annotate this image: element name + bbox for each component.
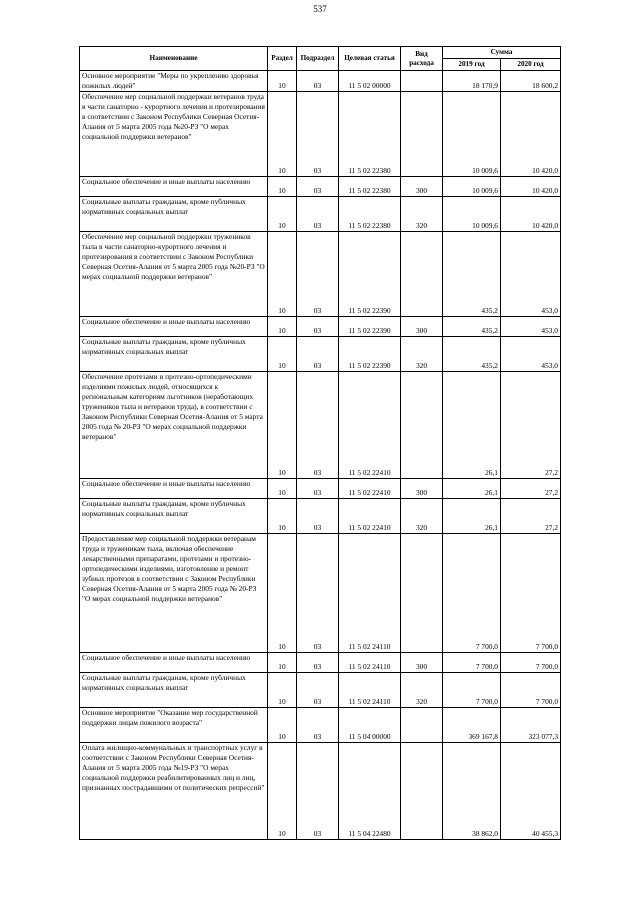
row-subsection: 03	[297, 708, 339, 743]
row-subsection: 03	[297, 232, 339, 317]
row-section: 10	[268, 534, 297, 653]
row-sum-2020: 27,2	[501, 372, 561, 479]
row-sum-2019: 10 009,6	[443, 177, 501, 197]
row-subsection: 03	[297, 337, 339, 372]
table-row	[80, 177, 561, 197]
row-target-item: 11 5 02 22380	[339, 197, 401, 232]
header-subsection: Подраздел	[297, 47, 339, 71]
row-sum-2020: 323 077,3	[501, 708, 561, 743]
row-subsection: 03	[297, 372, 339, 479]
row-target-item: 11 5 02 22410	[339, 479, 401, 499]
row-expense-type	[401, 708, 443, 743]
row-expense-type	[401, 92, 443, 177]
row-subsection: 03	[297, 534, 339, 653]
row-name: Обеспечение протезами и протезно-ортопедическими изделиями пожилых людей, относящихся к региональным категориям льготников (неработающих тружеников тыла и ветеранов труда), в соответствии с Законом Республики Северная Осетия-Алания от 5 марта 2005 года № 20-РЗ "О мерах социальной поддержки ветеранов"	[80, 372, 268, 479]
row-name: Основное мероприятие "Меры по укреплению здоровья пожилых людей"	[80, 71, 268, 92]
row-expense-type: 320	[401, 197, 443, 232]
row-name: Социальное обеспечение и иные выплаты населению	[80, 479, 268, 499]
table-row	[80, 534, 561, 653]
row-target-item: 11 5 02 22380	[339, 92, 401, 177]
row-section: 10	[268, 673, 297, 708]
row-sum-2020: 453,0	[501, 232, 561, 317]
row-sum-2020: 27,2	[501, 479, 561, 499]
row-expense-type: 300	[401, 479, 443, 499]
row-expense-type	[401, 372, 443, 479]
row-name: Предоставление мер социальной поддержки ветеранам труда и труженикам тыла, включая обеспечение лекарственными препаратами, протезами и протезно-ортопедическими изделиями, изготовление и ремонт зубных протезов в соответствии с Законом Республики Северная Осетия-Алания от 5 марта 2005 года № 20-РЗ "О мерах социальной поддержки ветеранов"	[80, 534, 268, 653]
row-sum-2020: 40 455,3	[501, 743, 561, 840]
row-subsection: 03	[297, 177, 339, 197]
row-section: 10	[268, 317, 297, 337]
row-section: 10	[268, 479, 297, 499]
table-row	[80, 743, 561, 840]
row-expense-type: 300	[401, 653, 443, 673]
row-target-item: 11 5 02 00000	[339, 71, 401, 92]
row-sum-2019: 10 009,6	[443, 92, 501, 177]
row-section: 10	[268, 177, 297, 197]
table-row	[80, 479, 561, 499]
row-subsection: 03	[297, 92, 339, 177]
row-expense-type: 320	[401, 673, 443, 708]
row-section: 10	[268, 92, 297, 177]
table-row	[80, 71, 561, 92]
row-sum-2020: 7 700,0	[501, 653, 561, 673]
row-target-item: 11 5 02 24110	[339, 673, 401, 708]
row-subsection: 03	[297, 743, 339, 840]
header-target-item: Целевая статья	[339, 47, 401, 71]
row-expense-type: 320	[401, 337, 443, 372]
row-sum-2019: 7 700,0	[443, 673, 501, 708]
row-target-item: 11 5 04 00000	[339, 708, 401, 743]
header-name: Наименование	[80, 47, 268, 71]
row-sum-2019: 26,1	[443, 372, 501, 479]
row-target-item: 11 5 02 22410	[339, 499, 401, 534]
row-subsection: 03	[297, 653, 339, 673]
header-section: Раздел	[268, 47, 297, 71]
table-row	[80, 673, 561, 708]
row-subsection: 03	[297, 499, 339, 534]
row-section: 10	[268, 653, 297, 673]
row-expense-type	[401, 743, 443, 840]
row-sum-2020: 18 600,2	[501, 71, 561, 92]
row-section: 10	[268, 337, 297, 372]
row-section: 10	[268, 372, 297, 479]
row-sum-2019: 26,1	[443, 499, 501, 534]
row-subsection: 03	[297, 197, 339, 232]
row-target-item: 11 5 02 24110	[339, 534, 401, 653]
row-target-item: 11 5 02 22390	[339, 317, 401, 337]
table-row	[80, 653, 561, 673]
row-sum-2019: 435,2	[443, 317, 501, 337]
row-section: 10	[268, 232, 297, 317]
page-number: 537	[313, 4, 327, 14]
row-subsection: 03	[297, 71, 339, 92]
table-row	[80, 499, 561, 534]
header-year-2019: 2019 год	[443, 59, 501, 71]
table-row	[80, 372, 561, 479]
row-section: 10	[268, 197, 297, 232]
row-sum-2019: 7 700,0	[443, 653, 501, 673]
row-sum-2019: 435,2	[443, 337, 501, 372]
row-sum-2019: 435,2	[443, 232, 501, 317]
row-expense-type	[401, 534, 443, 653]
row-sum-2020: 10 420,0	[501, 177, 561, 197]
row-target-item: 11 5 02 22380	[339, 177, 401, 197]
row-name: Обеспечение мер социальной поддержки ветеранов труда в части санаторно - курортного лечения и протезирования в соответствии с Законом Республики Северная Осетия-Алания от 5 марта 2005 года №20-РЗ "О мерах социальной поддержки ветеранов"	[80, 92, 268, 177]
table-row	[80, 232, 561, 317]
table-row	[80, 197, 561, 232]
row-name: Обеспечение мер социальной поддержки тружеников тыла в части санаторно-курортного лечения и протезирования в соответствии с Законом Республики Северная Осетия-Алания от 5 марта 2005 года №20-РЗ "О мерах социальной поддержки ветеранов"	[80, 232, 268, 317]
table-row	[80, 708, 561, 743]
table-row	[80, 317, 561, 337]
row-name: Социальные выплаты гражданам, кроме публичных нормативных социальных выплат	[80, 499, 268, 534]
row-section: 10	[268, 708, 297, 743]
row-expense-type	[401, 71, 443, 92]
row-name: Социальное обеспечение и иные выплаты населению	[80, 177, 268, 197]
row-sum-2020: 453,0	[501, 317, 561, 337]
row-sum-2019: 7 700,0	[443, 534, 501, 653]
row-sum-2019: 369 167,8	[443, 708, 501, 743]
row-section: 10	[268, 499, 297, 534]
row-subsection: 03	[297, 317, 339, 337]
table-row	[80, 92, 561, 177]
row-sum-2020: 7 700,0	[501, 673, 561, 708]
row-target-item: 11 5 02 22390	[339, 337, 401, 372]
table-row	[80, 337, 561, 372]
row-name: Оплата жилищно-коммунальных и транспортных услуг в соответствии с Законом Республики Северная Осетия-Алания от 5 марта 2005 года №19-РЗ "О мерах социальной поддержки реабилитированных лиц и лиц, признанных пострадавшими от политических репрессий"	[80, 743, 268, 840]
row-section: 10	[268, 71, 297, 92]
row-sum-2020: 7 700,0	[501, 534, 561, 653]
row-name: Социальные выплаты гражданам, кроме публичных нормативных социальных выплат	[80, 337, 268, 372]
row-sum-2019: 26,1	[443, 479, 501, 499]
row-sum-2019: 18 170,9	[443, 71, 501, 92]
row-section: 10	[268, 743, 297, 840]
row-expense-type: 300	[401, 317, 443, 337]
row-subsection: 03	[297, 479, 339, 499]
row-name: Социальные выплаты гражданам, кроме публичных нормативных социальных выплат	[80, 673, 268, 708]
row-sum-2019: 10 009,6	[443, 197, 501, 232]
row-expense-type: 300	[401, 177, 443, 197]
row-name: Социальное обеспечение и иные выплаты населению	[80, 653, 268, 673]
table-body	[80, 71, 561, 840]
row-sum-2020: 453,0	[501, 337, 561, 372]
header-sum: Сумма	[443, 47, 561, 59]
row-sum-2020: 27,2	[501, 499, 561, 534]
row-target-item: 11 5 02 22410	[339, 372, 401, 479]
row-sum-2019: 38 862,0	[443, 743, 501, 840]
row-expense-type	[401, 232, 443, 317]
header-expense-type: Вид расхода	[401, 47, 443, 71]
row-target-item: 11 5 02 22390	[339, 232, 401, 317]
header-year-2020: 2020 год	[501, 59, 561, 71]
row-name: Социальные выплаты гражданам, кроме публичных нормативных социальных выплат	[80, 197, 268, 232]
row-expense-type: 320	[401, 499, 443, 534]
row-target-item: 11 5 02 24110	[339, 653, 401, 673]
row-sum-2020: 10 420,0	[501, 197, 561, 232]
row-name: Социальное обеспечение и иные выплаты населению	[80, 317, 268, 337]
budget-table	[79, 46, 561, 840]
row-subsection: 03	[297, 673, 339, 708]
row-sum-2020: 10 420,0	[501, 92, 561, 177]
row-target-item: 11 5 04 22480	[339, 743, 401, 840]
row-name: Основное мероприятие "Оказание мер государственной поддержки лицам пожилого возраста"	[80, 708, 268, 743]
